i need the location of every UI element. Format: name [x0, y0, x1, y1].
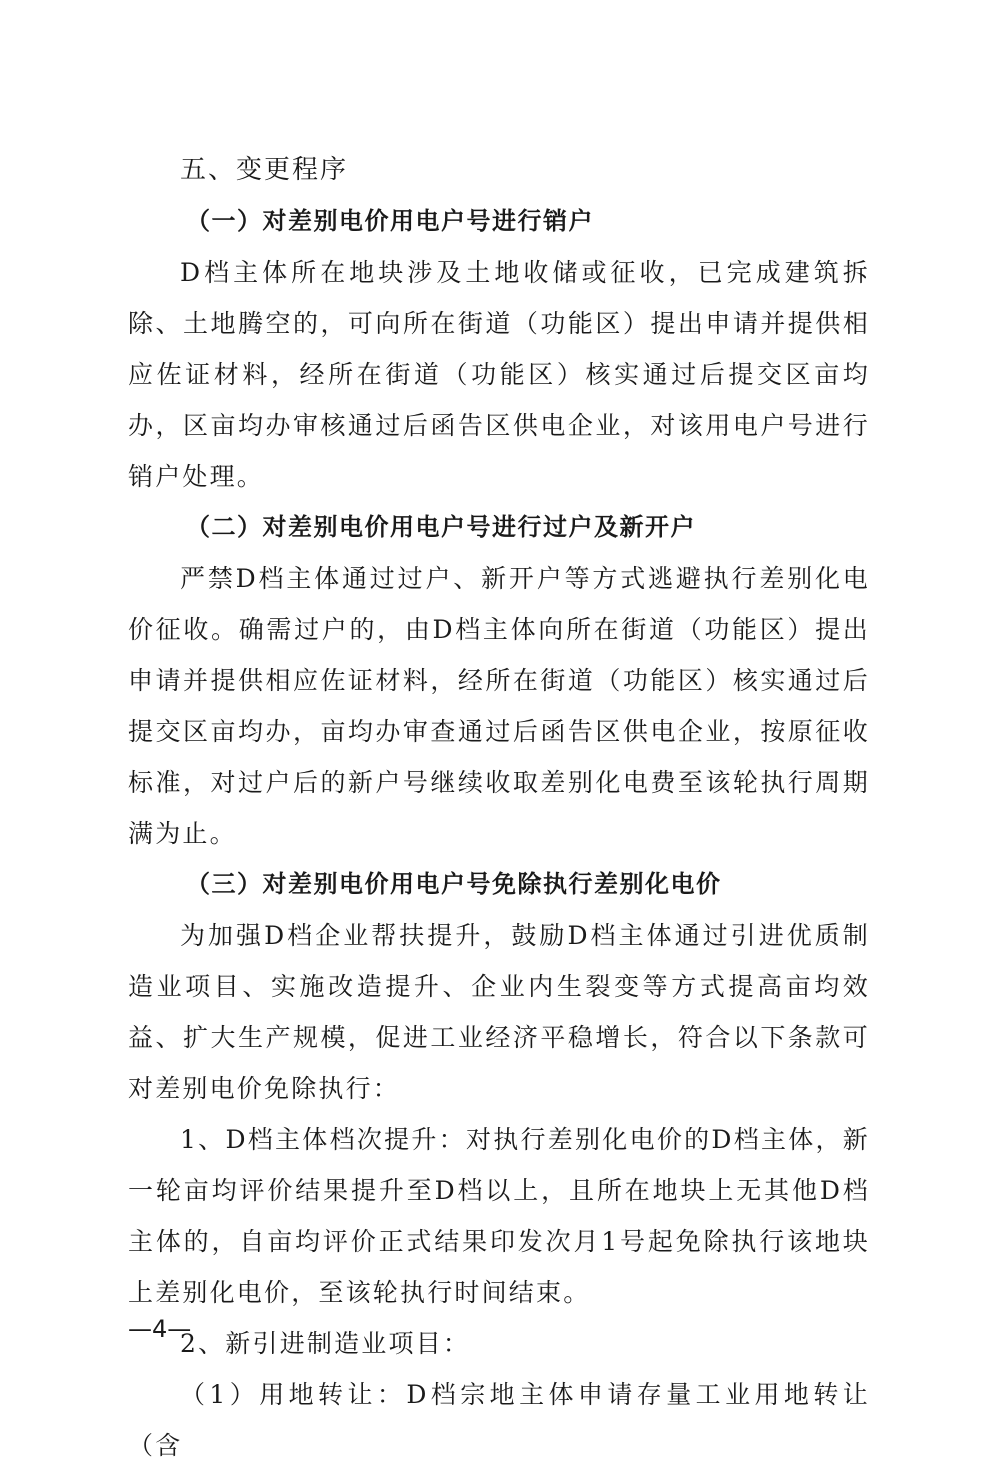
- paragraph: D档主体所在地块涉及土地收储或征收，已完成建筑拆除、土地腾空的，可向所在街道（功能区）提出申请并提供相应佐证材料，经所在街道（功能区）核实通过后提交区亩均办，区亩均办审核通过后函告区供电企业，对该用电户号进行销户处理。: [128, 258, 870, 491]
- paragraph: 严禁D档主体通过过户、新开户等方式逃避执行差别化电价征收。确需过户的，由D档主体向所在街道（功能区）提出申请并提供相应佐证材料，经所在街道（功能区）核实通过后提交区亩均办，亩均办审查通过后函告区供电企业，按原征收标准，对过户后的新户号继续收取差别化电费至该轮执行周期满为止。: [128, 564, 870, 848]
- subsection-heading-1: （一）对差别电价用电户号进行销户: [186, 207, 594, 235]
- subsection-heading-3: （三）对差别电价用电户号免除执行差别化电价: [186, 870, 722, 898]
- section-title: 五、变更程序: [180, 155, 349, 185]
- page-number: —4—: [128, 1315, 192, 1343]
- subsection-heading-2: （二）对差别电价用电户号进行过户及新开户: [186, 513, 696, 541]
- list-item: 2、新引进制造业项目：: [180, 1329, 471, 1358]
- list-item: （1）用地转让：D档宗地主体申请存量工业用地转让（含: [128, 1380, 870, 1460]
- list-item: 1、D档主体档次提升：对执行差别化电价的D档主体，新一轮亩均评价结果提升至D档以上，且所在地块上无其他D档主体的，自亩均评价正式结果印发次月1号起免除执行该地块上差别化电价，至该轮执行时间结束。: [128, 1125, 870, 1307]
- paragraph: 为加强D档企业帮扶提升，鼓励D档主体通过引进优质制造业项目、实施改造提升、企业内生裂变等方式提高亩均效益、扩大生产规模，促进工业经济平稳增长，符合以下条款可对差别电价免除执行：: [128, 921, 870, 1103]
- document-body: [128, 145, 870, 1471]
